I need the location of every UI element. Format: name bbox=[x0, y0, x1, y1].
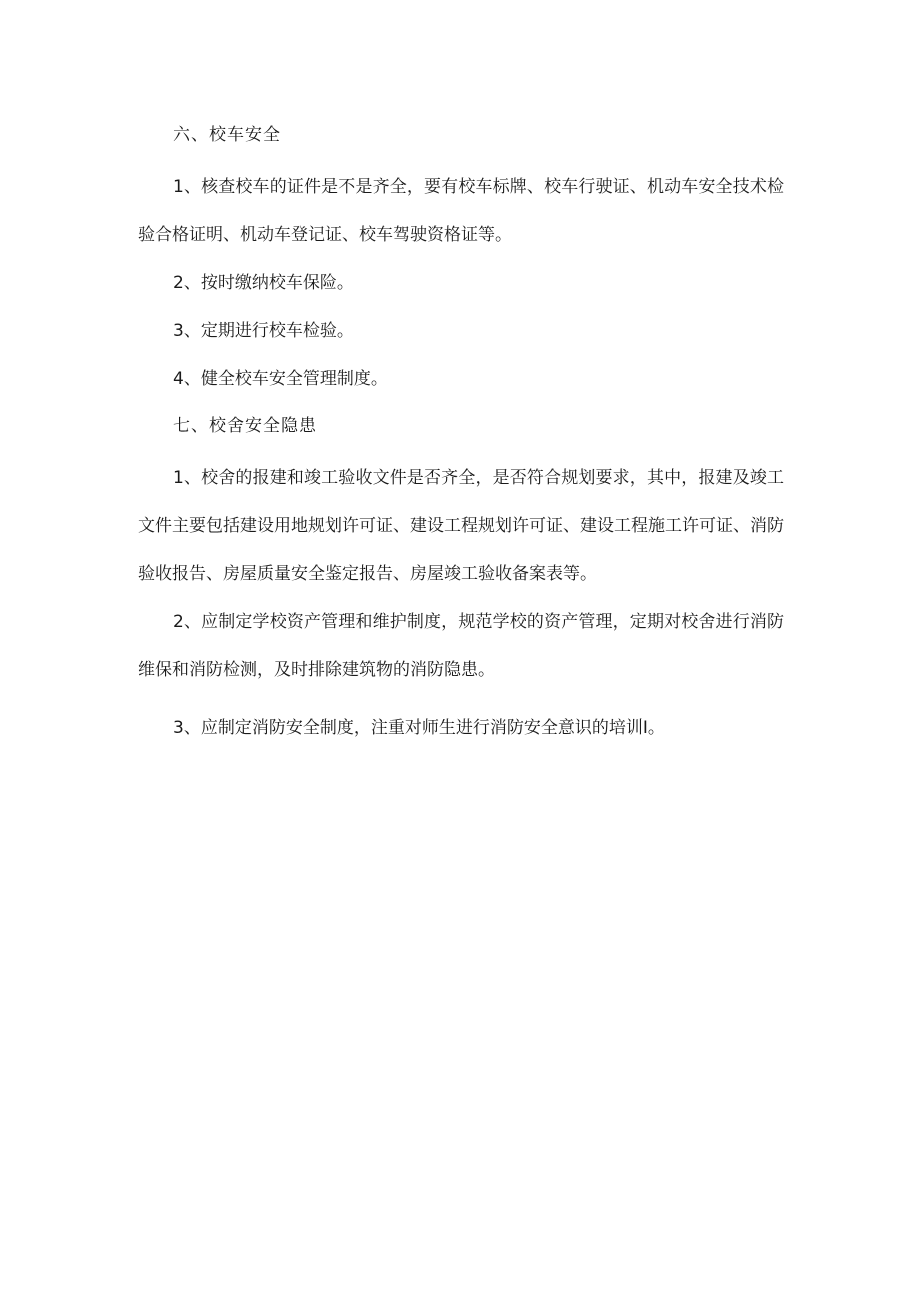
document-body bbox=[138, 116, 784, 752]
school-bus-item-1: 1、核查校车的证件是不是齐全，要有校车标牌、校车行驶证、机动车安全技术检验合格证明、机动车登记证、校车驾驶资格证等。 bbox=[138, 177, 784, 245]
school-building-item-2: 2、应制定学校资产管理和维护制度，规范学校的资产管理，定期对校舍进行消防维保和消防检测，及时排除建筑物的消防隐患。 bbox=[138, 612, 784, 680]
school-building-item-3: 3、应制定消防安全制度，注重对师生进行消防安全意识的培训I。 bbox=[173, 718, 665, 738]
section-heading-school-bus: 六、校车安全 bbox=[173, 125, 281, 145]
school-building-item-1: 1、校舍的报建和竣工验收文件是否齐全，是否符合规划要求，其中，报建及竣工文件主要包括建设用地规划许可证、建设工程规划许可证、建设工程施工许可证、消防验收报告、房屋质量安全鉴定报告、房屋竣工验收备案表等。 bbox=[138, 468, 784, 584]
section-heading-school-building: 七、校舍安全隐患 bbox=[173, 416, 317, 436]
school-bus-item-2: 2、按时缴纳校车保险。 bbox=[173, 273, 354, 293]
school-bus-item-4: 4、健全校车安全管理制度。 bbox=[173, 369, 388, 389]
school-bus-item-3: 3、定期进行校车检验。 bbox=[173, 321, 354, 341]
